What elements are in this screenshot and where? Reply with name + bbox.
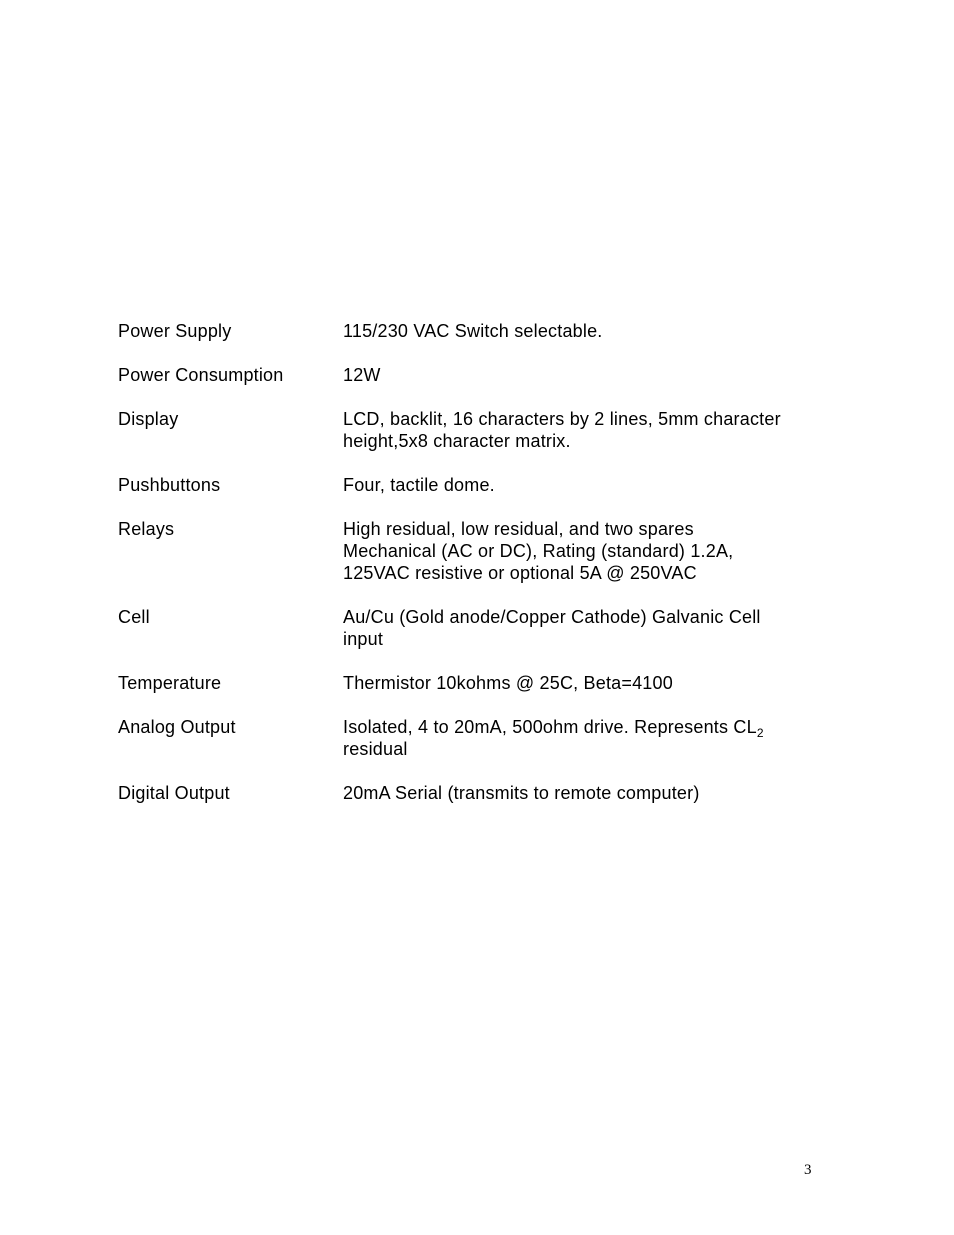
spec-value [343, 364, 818, 386]
page-number: 3 [804, 1162, 812, 1178]
spec-value-line [343, 716, 818, 738]
spec-row-pushbuttons [118, 474, 818, 496]
spec-value-line: 115/230 VAC Switch selectable. [343, 321, 603, 341]
spec-label: Cell [118, 607, 150, 627]
spec-value [343, 606, 818, 650]
spec-row-relays [118, 518, 818, 584]
spec-label: Temperature [118, 673, 222, 693]
spec-row-power-supply [118, 320, 818, 342]
spec-label: Power Supply [118, 321, 232, 341]
spec-value-text: Isolated, 4 to 20mA, 500ohm drive. Represents CL [343, 717, 757, 737]
spec-label: Display [118, 409, 179, 429]
spec-value-line: height,5x8 character matrix. [343, 431, 571, 451]
spec-value-line: input [343, 629, 384, 649]
spec-label: Power Consumption [118, 365, 284, 385]
spec-label: Analog Output [118, 717, 236, 737]
spec-value-line: Mechanical (AC or DC), Rating (standard) 1.2A, [343, 541, 734, 561]
spec-value [343, 782, 818, 804]
spec-value-line: 12W [343, 365, 381, 385]
spec-value [343, 474, 818, 496]
spec-value-line: LCD, backlit, 16 characters by 2 lines, 5mm character [343, 409, 781, 429]
spec-value [343, 672, 818, 694]
spec-label: Pushbuttons [118, 475, 221, 495]
spec-label: Digital Output [118, 783, 230, 803]
spec-value [343, 408, 818, 452]
specifications-table [118, 320, 818, 826]
spec-row-cell [118, 606, 818, 650]
spec-label: Relays [118, 519, 175, 539]
spec-value-line: Au/Cu (Gold anode/Copper Cathode) Galvanic Cell [343, 607, 761, 627]
spec-row-analog-output [118, 716, 818, 760]
spec-value-line: 125VAC resistive or optional 5A @ 250VAC [343, 563, 697, 583]
subscript: 2 [756, 726, 764, 740]
spec-value [343, 320, 818, 342]
spec-value-line: 20mA Serial (transmits to remote computer) [343, 783, 700, 803]
spec-value-line: residual [343, 739, 408, 759]
spec-value-line: Thermistor 10kohms @ 25C, Beta=4100 [343, 673, 673, 693]
spec-row-power-consumption [118, 364, 818, 386]
spec-value-line: Four, tactile dome. [343, 475, 495, 495]
spec-value [343, 518, 818, 584]
spec-row-display [118, 408, 818, 452]
spec-row-temperature [118, 672, 818, 694]
spec-value-line: High residual, low residual, and two spares [343, 519, 694, 539]
spec-value [343, 716, 818, 760]
spec-row-digital-output [118, 782, 818, 804]
